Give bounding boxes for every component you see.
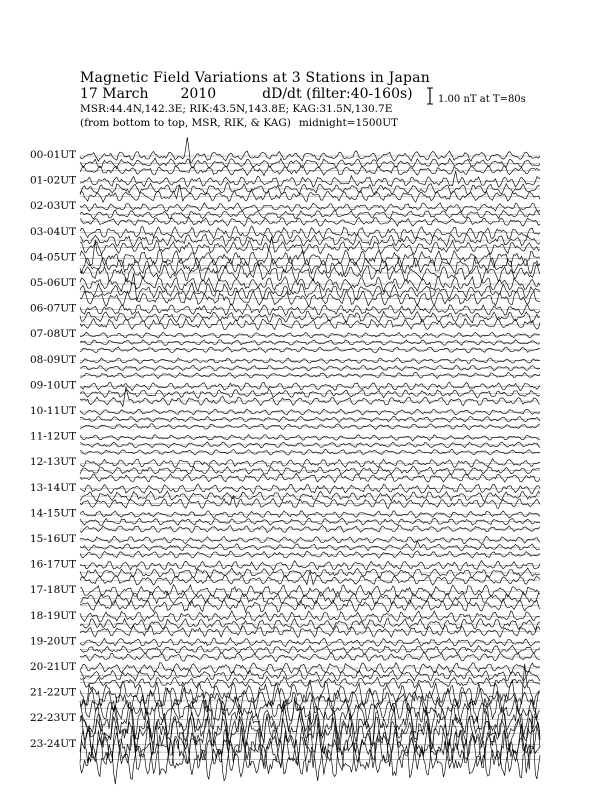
- scale-bar-label: 1.00 nT at T=80s: [438, 94, 526, 105]
- hour-label-21-22UT: 21-22UT: [30, 686, 77, 699]
- hour-label-00-01UT: 00-01UT: [30, 149, 77, 161]
- date-day: 17: [80, 86, 98, 102]
- hour-label-10-11UT: 10-11UT: [30, 405, 77, 417]
- hour-label-17-18UT: 17-18UT: [30, 584, 77, 597]
- date-month: March: [102, 86, 149, 102]
- hour-label-22-23UT: 22-23UT: [30, 712, 77, 725]
- hour-label-08-09UT: 08-09UT: [30, 353, 77, 366]
- trace-16-17UT-MSR: [80, 572, 540, 586]
- hour-label-04-05UT: 04-05UT: [30, 251, 77, 264]
- hour-label-05-06UT: 05-06UT: [30, 277, 77, 289]
- trace-03-04UT-MSR: [80, 237, 540, 255]
- trace-09-10UT-RIK: [80, 390, 540, 399]
- hour-label-23-24UT: 23-24UT: [30, 737, 77, 750]
- trace-00-01UT-KAG: [80, 137, 540, 162]
- hour-label-11-12UT: 11-12UT: [30, 430, 77, 443]
- midnight-note: midnight=1500UT: [298, 117, 399, 129]
- order-note: (from bottom to top, MSR, RIK, & KAG): [80, 117, 291, 129]
- hour-label-20-21UT: 20-21UT: [30, 661, 77, 673]
- trace-17-18UT-MSR: [80, 599, 540, 613]
- trace-01-02UT-MSR: [80, 185, 540, 203]
- station-coordinates: MSR:44.4N,142.3E; RIK:43.5N,143.8E; KAG:31.5N,130.7E: [80, 103, 393, 115]
- hour-label-19-20UT: 19-20UT: [30, 635, 77, 648]
- trace-05-06UT-RIK: [80, 274, 540, 301]
- trace-15-16UT-RIK: [80, 541, 540, 551]
- trace-03-04UT-KAG: [80, 226, 540, 239]
- quantity-label: dD/dt: [262, 86, 302, 102]
- hour-label-12-13UT: 12-13UT: [30, 456, 77, 469]
- hour-label-16-17UT: 16-17UT: [30, 558, 77, 571]
- hour-label-15-16UT: 15-16UT: [30, 533, 77, 545]
- hour-label-18-19UT: 18-19UT: [30, 609, 77, 622]
- hour-label-01-02UT: 01-02UT: [30, 174, 77, 187]
- date-year: 2010: [180, 86, 217, 102]
- hour-label-14-15UT: 14-15UT: [30, 507, 77, 520]
- filter-label: (filter:40-160s): [306, 86, 413, 102]
- hour-label-02-03UT: 02-03UT: [30, 200, 77, 213]
- trace-22-23UT-KAG: [80, 697, 540, 740]
- hour-label-03-04UT: 03-04UT: [30, 225, 77, 238]
- hour-label-13-14UT: 13-14UT: [30, 481, 77, 494]
- chart-title: Magnetic Field Variations at 3 Stations in Japan: [80, 70, 430, 86]
- hour-label-09-10UT: 09-10UT: [30, 379, 77, 392]
- hour-label-07-08UT: 07-08UT: [30, 328, 77, 341]
- trace-01-02UT-KAG: [80, 171, 540, 187]
- hour-label-06-07UT: 06-07UT: [30, 302, 77, 315]
